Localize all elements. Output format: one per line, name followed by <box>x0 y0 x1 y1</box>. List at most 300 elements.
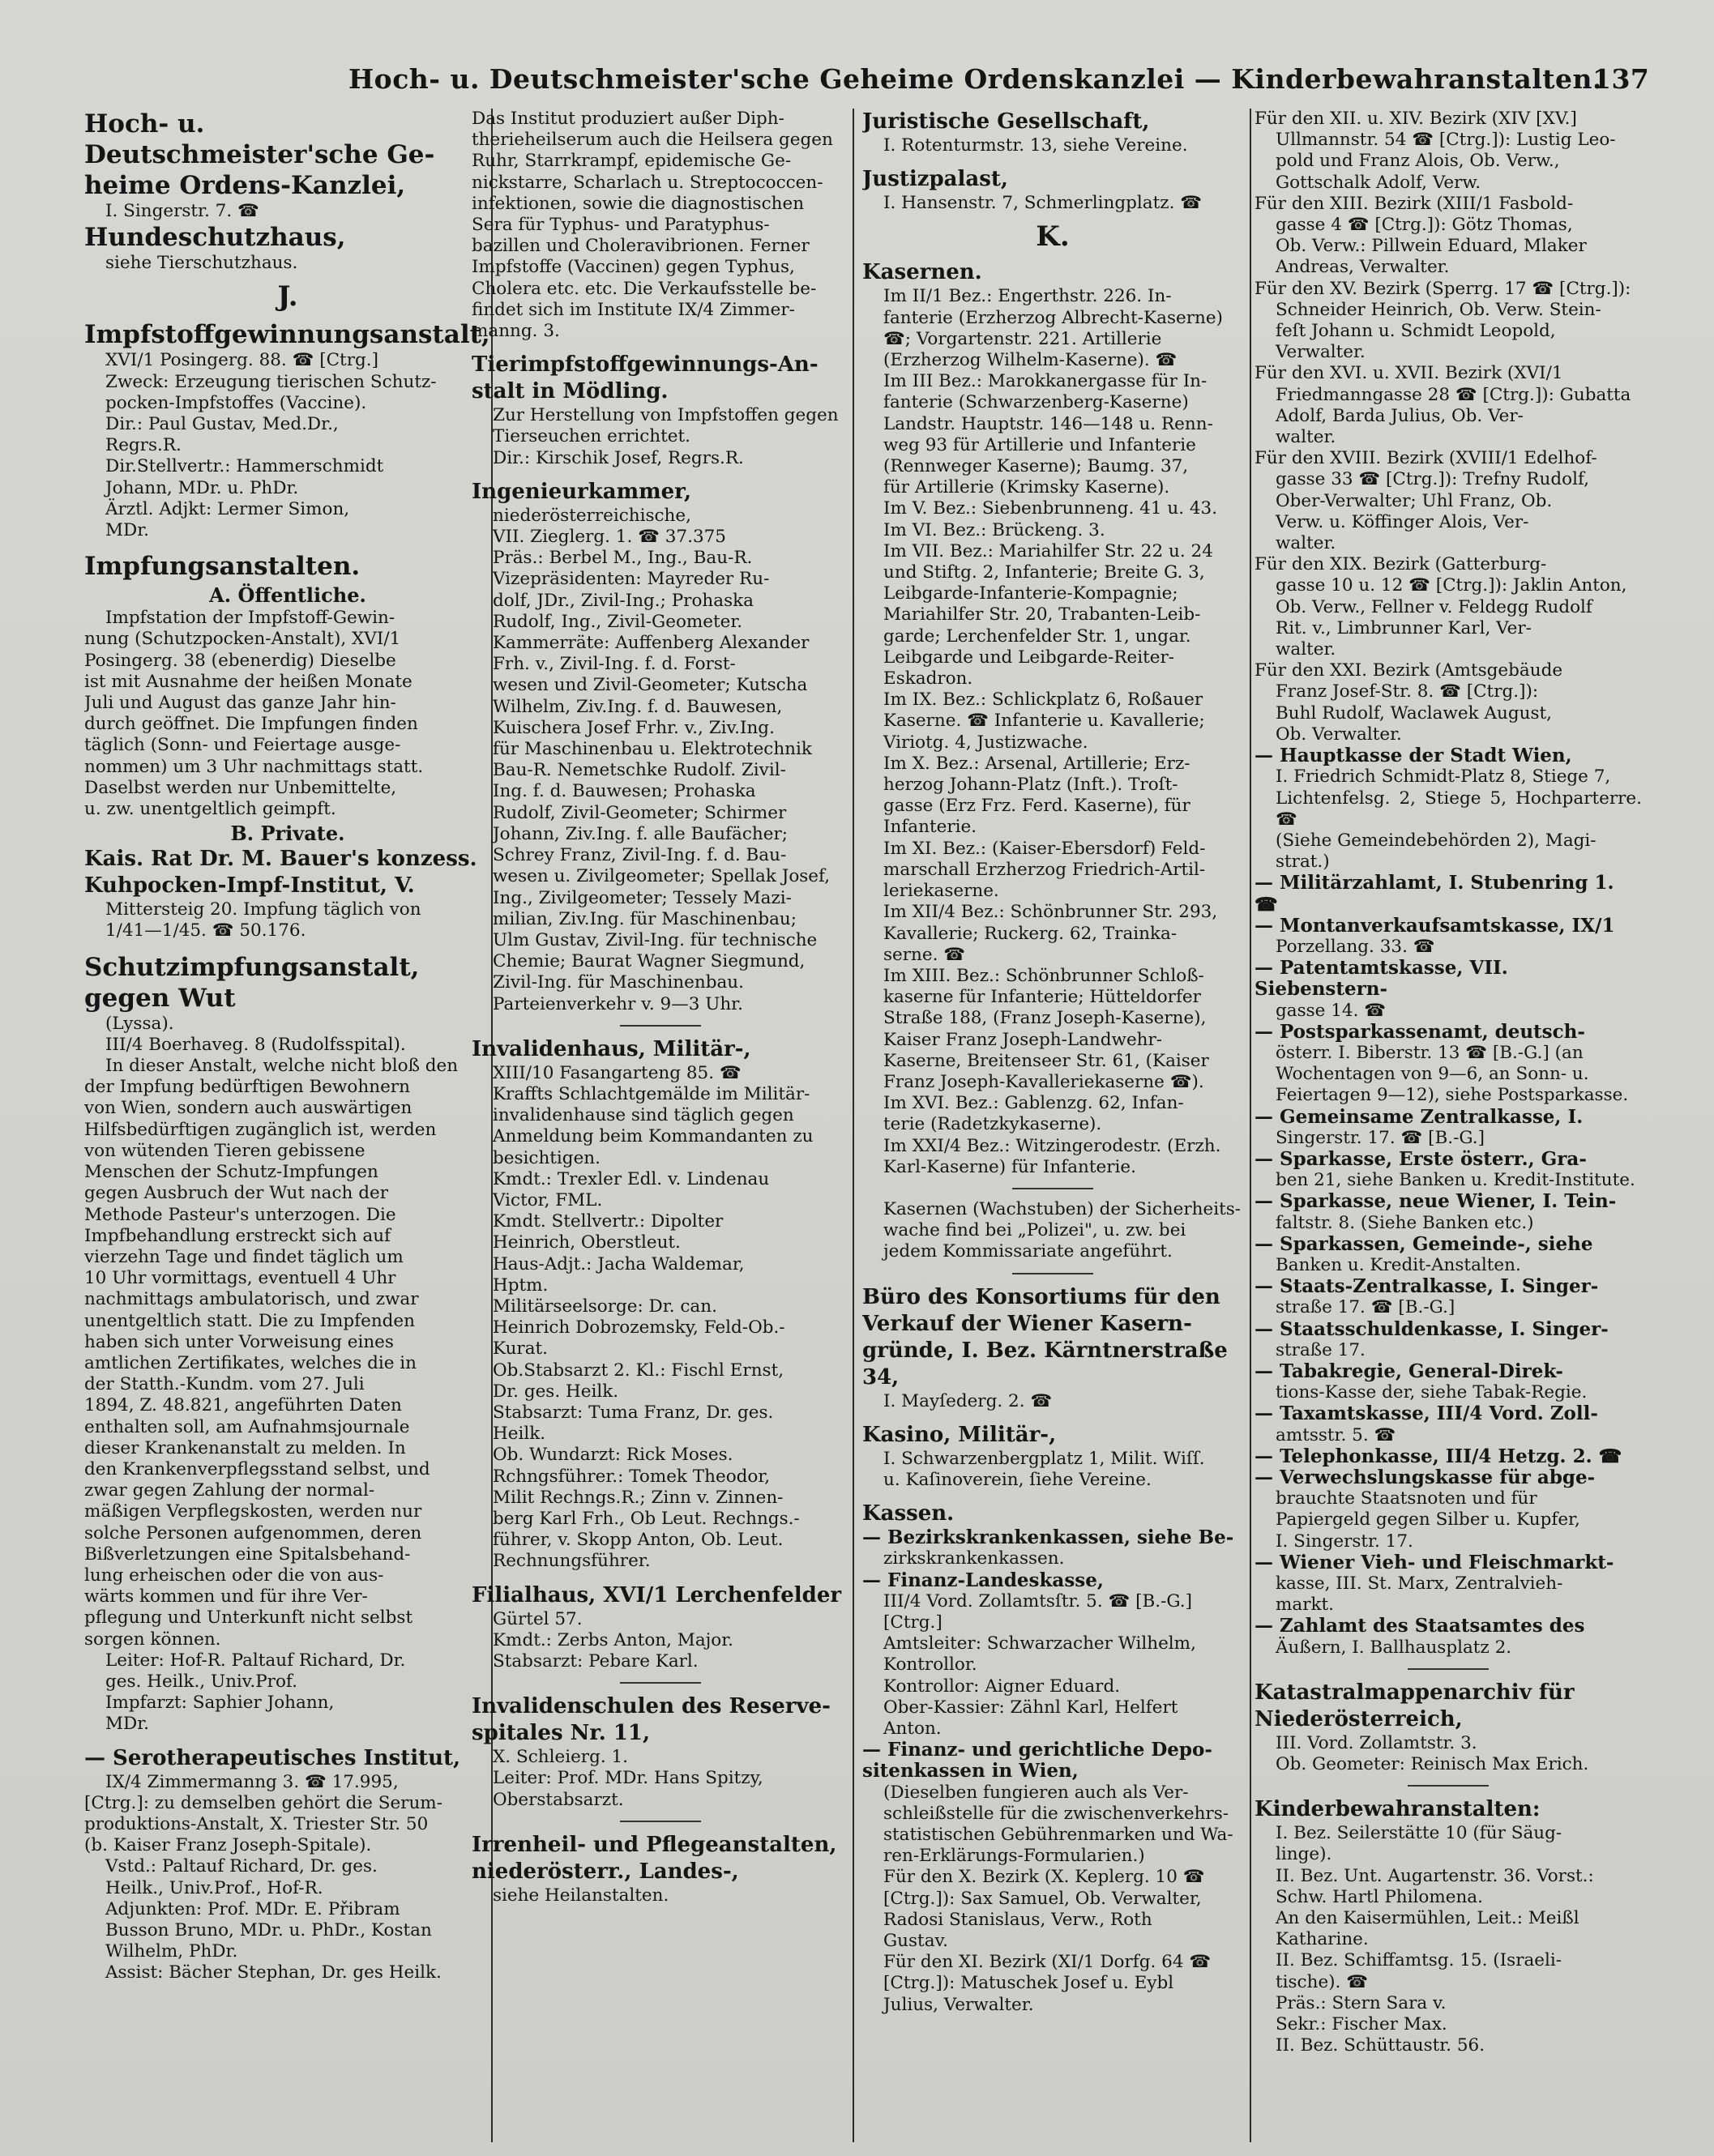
entry-line: Zweck: Erzeugung tierischen Schutz- <box>105 371 437 392</box>
entry-line: I. Friedrich Schmidt-Platz 8, Stiege 7, <box>1276 766 1611 788</box>
entry-line: Posingerg. 38 (ebenerdig) Dieselbe <box>84 650 396 671</box>
entry-line: berg Karl Frh., Ob Leut. Rechngs.- <box>493 1508 800 1529</box>
entry-line: ges. Heilk., Univ.Prof. <box>105 1671 297 1692</box>
entry-line: Ober-Kassier: Zähnl Karl, Helfert <box>883 1697 1178 1718</box>
entry-heading: — Postsparkassenamt, deutsch- <box>1255 1020 1585 1043</box>
entry-line: Kraffts Schlachtgemälde im Militär- <box>493 1083 810 1104</box>
entry-line: besichtigen. <box>493 1147 601 1168</box>
entry-line: Kaserne, Breitenseer Str. 61, (Kaiser <box>883 1050 1209 1071</box>
entry-line: vierzehn Tage und findet täglich um <box>84 1246 404 1267</box>
entry-heading: Kassen. <box>862 1501 955 1526</box>
entry-line: In dieser Anstalt, welche nicht bloß den <box>105 1056 459 1077</box>
entry-line: wesen und Zivil-Geometer; Kutscha <box>493 675 808 696</box>
entry-line: Zur Herstellung von Impfstoffen gegen <box>493 405 839 426</box>
entry-line: Cholera etc. etc. Die Verkaufsstelle be- <box>472 278 817 299</box>
entry-line: Ullmannstr. 54 ☎ [Ctrg.]): Lustig Leo- <box>1276 130 1616 151</box>
separator-rule <box>620 1682 701 1684</box>
entry-heading: — Patentamtskasse, VII. Siebenstern- <box>1255 957 1508 1001</box>
entry-line: Ob. Verw.: Pillwein Eduard, Mlaker <box>1276 236 1587 257</box>
spacer <box>472 342 849 352</box>
entry-line: ist mit Ausnahme der heißen Monate <box>84 671 412 692</box>
column-divider <box>1250 109 1251 2142</box>
entry-line: Stabsarzt: Pebare Karl. <box>493 1651 699 1671</box>
entry-line: Verwalter. <box>1276 342 1366 363</box>
entry-line: VII. Zieglerg. 1. ☎ 37.375 <box>493 527 726 548</box>
entry-heading: Impfungsanstalten. <box>84 552 361 582</box>
entry-line: Infanterie. <box>883 817 977 838</box>
entry-line: Porzellang. 33. ☎ <box>1276 936 1435 957</box>
entry-line: haben sich unter Vorweisung eines <box>84 1331 394 1352</box>
entry-line: für Artillerie (Krimsky Kaserne). <box>883 477 1170 498</box>
entry-line: Anton. <box>883 1718 942 1739</box>
entry-line: mäßigen Verpflegskosten, werden nur <box>84 1501 422 1522</box>
entry-heading: — Sparkasse, neue Wiener, I. Tein- <box>1255 1190 1617 1213</box>
separator-rule <box>1012 1273 1093 1274</box>
entry-line: Regrs.R. <box>105 435 182 456</box>
entry-line: serne. ☎ <box>883 944 966 965</box>
entry-line: Ober-Verwalter; Uhl Franz, Ob. <box>1276 490 1553 511</box>
entry-line: Rechnungsführer. <box>493 1551 651 1572</box>
entry-line: Für den XVIII. Bezirk (XVIII/1 Edelhof- <box>1255 448 1597 469</box>
entry-heading: Hoch- u. Deutschmeister'sche Ge- <box>84 109 435 169</box>
entry-line: schleißstelle für die zwischenverkehrs- <box>883 1803 1229 1824</box>
entry-line: nickstarre, Scharlach u. Streptococcen- <box>472 172 823 193</box>
entry-line: X. Schleierg. 1. <box>493 1747 629 1768</box>
entry-line: kaserne für Infanterie; Hütteldorfer <box>883 987 1201 1008</box>
entry-line: der Impfung bedürftigen Bewohnern <box>84 1077 410 1098</box>
entry-line: Dir.: Paul Gustav, Med.Dr., <box>105 414 339 435</box>
entry-line: walter. <box>1276 533 1336 554</box>
entry-line: Vstd.: Paltauf Richard, Dr. ges. <box>105 1856 378 1877</box>
entry-line: Stabsarzt: Tuma Franz, Dr. ges. <box>493 1402 774 1423</box>
entry-heading: — Tabakregie, General-Direk- <box>1255 1360 1563 1382</box>
separator-rule <box>620 1025 701 1027</box>
entry-line: III/4 Boerhaveg. 8 (Rudolfsspital). <box>105 1034 406 1055</box>
entry-line: Kmdt. Stellvertr.: Dipolter <box>493 1211 724 1232</box>
entry-line: brauchte Staatsnoten und für <box>1276 1488 1537 1509</box>
entry-line: Straße 188, (Franz Joseph-Kaserne), <box>883 1008 1207 1029</box>
entry-line: (Erzherzog Wilhelm-Kaserne). ☎ <box>883 350 1178 371</box>
entry-line: Für den XIII. Bezirk (XIII/1 Fasbold- <box>1255 193 1574 214</box>
entry-heading: Kasino, Militär-, <box>862 1422 1057 1447</box>
entry-line: durch geöffnet. Die Impfungen finden <box>84 714 418 735</box>
entry-line: pocken-Impfstoffes (Vaccine). <box>105 392 367 413</box>
entry-line: wesen u. Zivilgeometer; Spellak Josef, <box>493 866 831 887</box>
entry-line: walter. <box>1276 639 1336 660</box>
entry-line: Im VI. Bez.: Brückeng. 3. <box>883 519 1105 540</box>
entry-heading: — Staatsschuldenkasse, I. Singer- <box>1255 1317 1609 1340</box>
entry-heading: gründe, I. Bez. Kärntnerstraße 34, <box>862 1338 1228 1390</box>
entry-heading: Niederösterreich, <box>1255 1706 1463 1731</box>
entry-heading: — Finanz- und gerichtliche Depo- <box>862 1739 1212 1761</box>
entry-line: Parteienverkehr v. 9—3 Uhr. <box>493 993 743 1014</box>
entry-heading: heime Ordens-Kanzlei, <box>84 171 406 200</box>
entry-line: Feiertagen 9—12), siehe Postsparkasse. <box>1276 1085 1629 1106</box>
entry-line: Heinrich Dobrozemsky, Feld-Ob.- <box>493 1317 785 1338</box>
column-divider <box>853 109 854 2142</box>
entry-line: Leiter: Hof-R. Paltauf Richard, Dr. <box>105 1650 406 1671</box>
entry-line: Johann, MDr. u. PhDr. <box>105 477 299 498</box>
entry-line: siehe Tierschutzhaus. <box>105 253 298 274</box>
entry-heading: — Gemeinsame Zentralkasse, I. <box>1255 1105 1584 1128</box>
entry-line: Kmdt.: Trexler Edl. v. Lindenau <box>493 1168 770 1189</box>
entry-line: u. Kaſinoverein, ſiehe Vereine. <box>883 1469 1152 1490</box>
entry-line: gasse 33 ☎ [Ctrg.]): Trefny Rudolf, <box>1276 469 1589 490</box>
entry-heading: Hundeschutzhaus, <box>84 223 346 253</box>
entry-heading: Tierimpfstoffgewinnungs-An- <box>472 352 819 378</box>
entry-line: Impfstation der Impfstoff-Gewin- <box>105 608 395 629</box>
section-letter: K. <box>1036 220 1070 254</box>
entry-line: Ing., Zivilgeometer; Tessely Mazi- <box>493 887 792 908</box>
entry-line: Lichtenfelsg. 2, Stiege 5, Hochparterre. ☎ <box>1276 788 1642 830</box>
entry-line: Präs.: Stern Sara v. <box>1276 1992 1447 2013</box>
entry-line: tische). ☎ <box>1276 1971 1368 1992</box>
entry-line: Friedmanngasse 28 ☎ [Ctrg.]): Gubatta <box>1276 384 1631 405</box>
entry-line: für Maschinenbau u. Elektrotechnik <box>493 739 812 760</box>
spacer <box>84 942 491 952</box>
entry-line: Schw. Hartl Philomena. <box>1276 1886 1483 1907</box>
entry-line: Gürtel 57. <box>493 1608 583 1629</box>
entry-line: Radosi Stanislaus, Verw., Roth <box>883 1909 1152 1930</box>
entry-line: Franz Josef-Str. 8. ☎ [Ctrg.]): <box>1276 681 1539 702</box>
entry-heading: — Sparkasse, Erste österr., Gra- <box>1255 1147 1587 1170</box>
entry-line: Adjunkten: Prof. MDr. E. Přibram <box>105 1898 400 1919</box>
spacer <box>862 1491 1243 1501</box>
entry-line: Eskadron. <box>883 668 973 689</box>
entry-line: österr. I. Biberstr. 13 ☎ [B.-G.] (an <box>1276 1042 1584 1063</box>
entry-line: Kammerräte: Auffenberg Alexander <box>493 633 810 654</box>
entry-line: Anmeldung beim Kommandanten zu <box>493 1126 814 1147</box>
entry-line: Heinrich, Oberstleut. <box>493 1232 681 1253</box>
entry-line: Ärztl. Adjkt: Lermer Simon, <box>105 498 350 519</box>
entry-line: Im XII/4 Bez.: Schönbrunner Str. 293, <box>883 902 1218 923</box>
entry-line: XVI/1 Posingerg. 88. ☎ [Ctrg.] <box>105 350 378 371</box>
entry-line: unentgeltlich statt. Die zu Impfenden <box>84 1310 416 1331</box>
entry-line: Vizepräsidenten: Mayreder Ru- <box>493 569 770 590</box>
entry-heading: Invalidenschulen des Reserve- <box>472 1694 831 1719</box>
entry-heading: Juristische Gesellschaft, <box>862 109 1150 134</box>
entry-line: Papiergeld gegen Silber u. Kupfer, <box>1276 1509 1580 1531</box>
page-number: 137 <box>1592 63 1650 95</box>
entry-line: (Rennweger Kaserne); Baumg. 37, <box>883 456 1189 477</box>
entry-line: zirkskrankenkassen. <box>883 1548 1065 1569</box>
entry-line: Busson Bruno, MDr. u. PhDr., Kostan <box>105 1920 432 1940</box>
entry-heading: — Militärzahlamt, I. Stubenring 1. ☎ <box>1255 872 1614 916</box>
entry-line: XIII/10 Fasangarteng 85. ☎ <box>493 1062 742 1083</box>
entry-heading: — Montanverkaufsamtskasse, IX/1 <box>1255 914 1615 937</box>
entry-line: MDr. <box>105 520 150 541</box>
entry-line: Im XVI. Bez.: Gablenzg. 62, Infan- <box>883 1093 1184 1114</box>
entry-line: pflegung und Unterkunft nicht selbst <box>84 1607 413 1629</box>
entry-line: Im XXI/4 Bez.: Witzingerodestr. (Erzh. <box>883 1135 1221 1156</box>
entry-line: Im X. Bez.: Arsenal, Artillerie; Erz- <box>883 753 1190 774</box>
entry-line: Heilk., Univ.Prof., Hof-R. <box>105 1877 323 1898</box>
entry-line: feſt Johann u. Schmidt Leopold, <box>1276 321 1556 342</box>
entry-heading: Invalidenhaus, Militär-, <box>472 1036 751 1061</box>
entry-heading: — Taxamtskasse, III/4 Vord. Zoll- <box>1255 1402 1598 1425</box>
entry-line: milian, Ziv.Ing. für Maschinenbau; <box>493 908 797 929</box>
entry-line: amtlichen Zertifikates, welches die in <box>84 1352 417 1373</box>
entry-line: Ing. f. d. Bauwesen; Prohaska <box>493 781 756 802</box>
entry-line: Kurat. <box>493 1338 549 1360</box>
entry-line: Ob. Wundarzt: Rick Moses. <box>493 1445 733 1466</box>
entry-line: gasse 4 ☎ [Ctrg.]): Götz Thomas, <box>1276 215 1573 236</box>
spacer <box>84 541 491 551</box>
spacer <box>84 1735 491 1745</box>
entry-line: Im III Bez.: Marokkanergasse für In- <box>883 371 1207 392</box>
entry-line: Sera für Typhus- und Paratyphus- <box>472 215 770 236</box>
entry-line: ben 21, siehe Banken u. Kredit-Institute. <box>1276 1170 1635 1191</box>
entry-heading: Kuhpocken-Impf-Institut, V. <box>84 873 415 899</box>
entry-line: III/4 Vord. Zollamtsſtr. 5. ☎ [B.-G.] [Ctrg.] <box>883 1590 1193 1633</box>
entry-line: produktions-Anstalt, X. Triester Str. 50 <box>84 1813 429 1834</box>
entry-line: Frh. v., Zivil-Ing. f. d. Forst- <box>493 654 736 675</box>
entry-heading: niederösterr., Landes-, <box>472 1859 739 1884</box>
entry-line: Leibgarde-Infanterie-Kompagnie; <box>883 583 1178 604</box>
entry-line: Ob. Geometer: Reinisch Max Erich. <box>1276 1754 1589 1775</box>
entry-line: Für den XXI. Bezirk (Amtsgebäude <box>1255 660 1563 681</box>
entry-line: therieheilserum auch die Heilsera gegen <box>472 130 833 151</box>
entry-heading: Justizpalast, <box>862 167 1008 192</box>
entry-line: Wilhelm, PhDr. <box>105 1941 238 1962</box>
entry-line: Tierseuchen errichtet. <box>493 426 690 447</box>
entry-line: linge). <box>1276 1844 1332 1865</box>
entry-line: Schrey Franz, Zivil-Ing. f. d. Bau- <box>493 845 787 866</box>
entry-line: I. Rotenturmstr. 13, siehe Vereine. <box>883 135 1188 156</box>
entry-line: [Ctrg.]): Sax Samuel, Ob. Verwalter, <box>883 1888 1202 1909</box>
entry-line: sorgen können. <box>84 1629 221 1650</box>
entry-line: pold und Franz Alois, Ob. Verw., <box>1276 151 1560 172</box>
entry-line: Schneider Heinrich, Ob. Verw. Stein- <box>1276 299 1601 320</box>
entry-line: III. Vord. Zollamtstr. 3. <box>1276 1732 1477 1753</box>
entry-line: 1/41—1/45. ☎ 50.176. <box>105 920 306 941</box>
entry-line: Menschen der Schutz-Impfungen <box>84 1162 378 1183</box>
entry-line: Dir.: Kirschik Josef, Regrs.R. <box>493 447 744 468</box>
entry-line: marschall Erzherzog Friedrich-Artil- <box>883 859 1206 880</box>
section-letter: J. <box>277 280 298 314</box>
entry-line: Rit. v., Limbrunner Karl, Ver- <box>1276 617 1532 638</box>
entry-line: Kaserne. ☎ Infanterie u. Kavallerie; <box>883 711 1205 732</box>
entry-line: Adolf, Barda Julius, Ob. Ver- <box>1276 405 1524 426</box>
entry-line: Juli und August das ganze Jahr hin- <box>84 693 396 714</box>
entry-line: Daselbst werden nur Unbemittelte, <box>84 777 397 798</box>
entry-line: ☎; Vorgartenstr. 221. Artillerie <box>883 328 1162 349</box>
entry-line: Wilhelm, Ziv.Ing. f. d. Bauwesen, <box>493 696 783 717</box>
subsection-heading: A. Öffentliche. <box>209 583 366 608</box>
entry-line: nung (Schutzpocken-Anstalt), XVI/1 <box>84 629 401 650</box>
separator-rule <box>1408 1785 1489 1787</box>
entry-line: wärts kommen und für ihre Ver- <box>84 1586 368 1607</box>
entry-line: Äußern, I. Ballhausplatz 2. <box>1276 1637 1512 1658</box>
column-2 <box>472 109 849 2134</box>
entry-line: Impfstoffe (Vaccinen) gegen Typhus, <box>472 257 795 278</box>
entry-line: straße 17. <box>1276 1339 1366 1360</box>
entry-line: Ulm Gustav, Zivil-Ing. für technische <box>493 929 818 950</box>
entry-line: Karl-Kaserne) für Infanterie. <box>883 1156 1136 1177</box>
entry-line: Kuischera Josef Frhr. v., Ziv.Ing. <box>493 717 775 738</box>
entry-line: solche Personen aufgenommen, deren <box>84 1522 422 1543</box>
entry-line: der Statth.-Kundm. vom 27. Juli <box>84 1374 365 1395</box>
entry-line: Kontrollor: Aigner Eduard. <box>883 1676 1121 1697</box>
separator-rule <box>1408 1668 1489 1670</box>
entry-line: IX/4 Zimmermanng 3. ☎ 17.995, <box>105 1771 399 1792</box>
spacer <box>862 1412 1243 1422</box>
entry-line: Franz Joseph-Kavalleriekaserne ☎). <box>883 1071 1204 1092</box>
entry-line: dolf, JDr., Zivil-Ing.; Prohaska <box>493 590 754 611</box>
entry-line: Hilfsbedürftigen zugänglich ist, werden <box>84 1119 437 1140</box>
entry-line: Viriotg. 4, Justizwache. <box>883 732 1088 753</box>
entry-line: Mariahilfer Str. 20, Trabanten-Leib- <box>883 604 1201 625</box>
entry-line: MDr. <box>105 1714 150 1735</box>
entry-line: Im XIII. Bez.: Schönbrunner Schloß- <box>883 965 1204 986</box>
entry-line: Amtsleiter: Schwarzacher Wilhelm, <box>883 1633 1196 1654</box>
entry-line: Milit Rechngs.R.; Zinn v. Zinnen- <box>493 1487 784 1508</box>
entry-line: Dir.Stellvertr.: Hammerschmidt <box>105 456 384 477</box>
entry-line: Kontrollor. <box>883 1654 977 1676</box>
page-header-title: Hoch- u. Deutschmeister'sche Geheime Ordenskanzlei — Kinderbewahranstalten. <box>348 63 1602 95</box>
entry-line: Mittersteig 20. Impfung täglich von <box>105 899 421 920</box>
entry-heading: — Telephonkasse, III/4 Hetzg. 2. ☎ <box>1255 1445 1622 1467</box>
entry-line: gasse (Erz Frz. Ferd. Kaserne), für <box>883 796 1190 817</box>
entry-line: Katharine. <box>1276 1929 1369 1950</box>
entry-line: [Ctrg.]: zu demselben gehört die Serum- <box>84 1792 442 1813</box>
entry-line: 10 Uhr vormittags, eventuell 4 Uhr <box>84 1268 396 1289</box>
entry-line: den Krankenverpflegsstand selbst, und <box>84 1458 430 1479</box>
entry-line: Für den XII. u. XIV. Bezirk (XIV [XV.] <box>1255 109 1577 129</box>
entry-line: Haus-Adjt.: Jacha Waldemar, <box>493 1253 745 1274</box>
entry-line: Andreas, Verwalter. <box>1276 257 1450 278</box>
entry-heading: — Hauptkasse der Stadt Wien, <box>1255 745 1572 767</box>
entry-line: Ob. Verw., Fellner v. Feldegg Rudolf <box>1276 596 1592 617</box>
entry-line: jedem Kommissariate angeführt. <box>883 1241 1173 1262</box>
entry-heading: — Finanz-Landeskasse, <box>862 1569 1104 1591</box>
entry-heading: — Bezirkskrankenkassen, siehe Be- <box>862 1526 1234 1549</box>
entry-line: Sekr.: Fischer Max. <box>1276 2014 1447 2035</box>
separator-rule <box>620 1821 701 1822</box>
entry-line: terie (Radetzkykaserne). <box>883 1114 1102 1135</box>
entry-line: Gottschalk Adolf, Verw. <box>1276 172 1481 193</box>
entry-line: wache find bei „Polizei", u. zw. bei <box>883 1220 1186 1241</box>
entry-heading: Büro des Konsortiums für den <box>862 1284 1220 1309</box>
entry-line: Wochentagen von 9—6, an Sonn- u. <box>1276 1064 1589 1085</box>
entry-line: garde; Lerchenfelder Str. 1, ungar. <box>883 625 1191 647</box>
entry-line: führer, v. Skopp Anton, Ob. Leut. <box>493 1530 784 1551</box>
entry-line: niederösterreichische, <box>493 505 691 526</box>
entry-line: I. Schwarzenbergplatz 1, Milit. Wiſſ. <box>883 1448 1205 1469</box>
entry-line: Ob. Verwalter. <box>1276 724 1402 745</box>
entry-line: Das Institut produziert außer Diph- <box>472 109 784 129</box>
entry-line: leriekaserne. <box>883 881 999 902</box>
entry-line: Im XI. Bez.: (Kaiser-Ebersdorf) Feld- <box>883 838 1206 859</box>
entry-heading: stalt in Mödling. <box>472 379 669 404</box>
entry-line: u. zw. unentgeltlich geimpft. <box>84 799 336 820</box>
entry-heading: — Wiener Vieh- und Fleischmarkt- <box>1255 1551 1614 1573</box>
entry-heading: Verkauf der Wiener Kasern- <box>862 1311 1192 1336</box>
entry-line: Johann, Ziv.Ing. f. alle Baufächer; <box>493 823 788 844</box>
entry-heading: spitales Nr. 11, <box>472 1721 651 1746</box>
entry-line: von wütenden Tieren gebissene <box>84 1140 365 1161</box>
entry-line: Bau-R. Nemetschke Rudolf. Zivil- <box>493 760 786 781</box>
entry-line: Leiter: Prof. MDr. Hans Spitzy, <box>493 1768 763 1789</box>
entry-line: manng. 3. <box>472 321 560 342</box>
entry-line: Für den X. Bezirk (X. Keplerg. 10 ☎ <box>883 1867 1205 1888</box>
entry-line: Leibgarde und Leibgarde-Reiter- <box>883 647 1175 668</box>
entry-line: Verw. u. Köffinger Alois, Ver- <box>1276 511 1529 532</box>
entry-line: I. Hansenstr. 7, Schmerlingplatz. ☎ <box>883 193 1203 214</box>
entry-heading: Katastralmappenarchiv für <box>1255 1680 1575 1705</box>
entry-line: strat.) <box>1276 852 1330 873</box>
entry-line: (Dieselben fungieren auch als Ver- <box>883 1782 1189 1803</box>
entry-line: Methode Pasteur's unterzogen. Die <box>84 1204 396 1225</box>
entry-line: findet sich im Institute IX/4 Zimmer- <box>472 299 795 320</box>
entry-line: weg 93 für Artillerie und Infanterie <box>883 434 1196 455</box>
entry-line: siehe Heilanstalten. <box>493 1885 669 1906</box>
entry-line: statistischen Gebührenmarken und Wa- <box>883 1825 1233 1845</box>
entry-line: Für den XIX. Bezirk (Gatterburg- <box>1255 554 1547 575</box>
entry-line: Gustav. <box>883 1931 948 1952</box>
entry-line: Für den XI. Bezirk (XI/1 Dorfg. 64 ☎ <box>883 1952 1212 1973</box>
column-3 <box>862 109 1243 2134</box>
entry-line: Landstr. Hauptstr. 146—148 u. Renn- <box>883 413 1213 434</box>
entry-line: Kaiser Franz Joseph-Landwehr- <box>883 1029 1163 1050</box>
entry-line: Banken u. Kredit-Anstalten. <box>1276 1254 1521 1275</box>
entry-line: fanterie (Schwarzenberg-Kaserne) <box>883 392 1189 413</box>
entry-line: täglich (Sonn- und Feiertage ausge- <box>84 735 401 756</box>
entry-line: I. Singerstr. 7. ☎ <box>105 201 259 221</box>
entry-line: Für den XVI. u. XVII. Bezirk (XVI/1 <box>1255 363 1563 384</box>
entry-line: (Siehe Gemeindebehörden 2), Magi- <box>1276 830 1596 851</box>
entry-line: und Stiftg. 2, Infanterie; Breite G. 3, <box>883 562 1205 583</box>
entry-line: Impfbehandlung erstreckt sich auf <box>84 1225 391 1246</box>
entry-line: gegen Ausbruch der Wut nach der <box>84 1183 388 1204</box>
entry-line: Kavallerie; Ruckerg. 62, Trainka- <box>883 923 1178 944</box>
entry-line: Ruhr, Starrkrampf, epidemische Ge- <box>472 151 792 172</box>
entry-line: I. Singerstr. 17. <box>1276 1531 1413 1552</box>
entry-line: Oberstabsarzt. <box>493 1789 624 1810</box>
entry-line: Singerstr. 17. ☎ [B.-G.] <box>1276 1127 1485 1148</box>
entry-heading: — Sparkassen, Gemeinde-, siehe <box>1255 1232 1593 1255</box>
entry-line: II. Bez. Schiffamtsg. 15. (Israeli- <box>1276 1950 1562 1971</box>
entry-line: Hptm. <box>493 1274 549 1296</box>
subsection-heading: B. Private. <box>230 822 345 846</box>
entry-line: Für den XV. Bezirk (Sperrg. 17 ☎ [Ctrg.]): <box>1255 278 1631 299</box>
entry-line: Rudolf, Zivil-Geometer; Schirmer <box>493 802 787 823</box>
entry-line: Julius, Verwalter. <box>883 1994 1034 2015</box>
column-1 <box>84 109 491 2134</box>
entry-line: gasse 14. ☎ <box>1276 1000 1387 1021</box>
entry-heading: Impfstoffgewinnungsanstalt, <box>84 320 490 350</box>
entry-heading: Kinderbewahranstalten: <box>1255 1797 1541 1822</box>
entry-line: (Lyssa). <box>105 1013 174 1034</box>
entry-heading: Kais. Rat Dr. M. Bauer's konzess. <box>84 847 477 872</box>
entry-line: enthalten soll, am Aufnahmsjournale <box>84 1416 410 1437</box>
running-head <box>0 58 1714 102</box>
entry-line: Assist: Bächer Stephan, Dr. ges Heilk. <box>105 1962 442 1983</box>
entry-line: Bißverletzungen eine Spitalsbehand- <box>84 1543 411 1565</box>
entry-line: nommen) um 3 Uhr nachmittags statt. <box>84 756 424 777</box>
entry-line: zwar gegen Zahlung der normal- <box>84 1480 375 1501</box>
entry-line: gasse 10 u. 12 ☎ [Ctrg.]): Jaklin Anton, <box>1276 575 1627 596</box>
entry-line: Militärseelsorge: Dr. can. <box>493 1296 717 1317</box>
entry-line: Heilk. <box>493 1424 546 1445</box>
entry-line: An den Kaisermühlen, Leit.: Meißl <box>1276 1908 1579 1929</box>
entry-line: von Wien, sondern auch auswärtigen <box>84 1098 412 1119</box>
entry-heading: Schutzimpfungsanstalt, gegen Wut <box>84 952 420 1013</box>
entry-line: Kasernen (Wachstuben) der Sicherheits- <box>883 1198 1242 1219</box>
entry-heading: — Serotherapeutisches Institut, <box>84 1745 461 1770</box>
entry-line: dieser Krankenanstalt zu melden. In <box>84 1437 406 1458</box>
entry-heading: Filialhaus, XVI/1 Lerchenfelder <box>472 1582 842 1607</box>
